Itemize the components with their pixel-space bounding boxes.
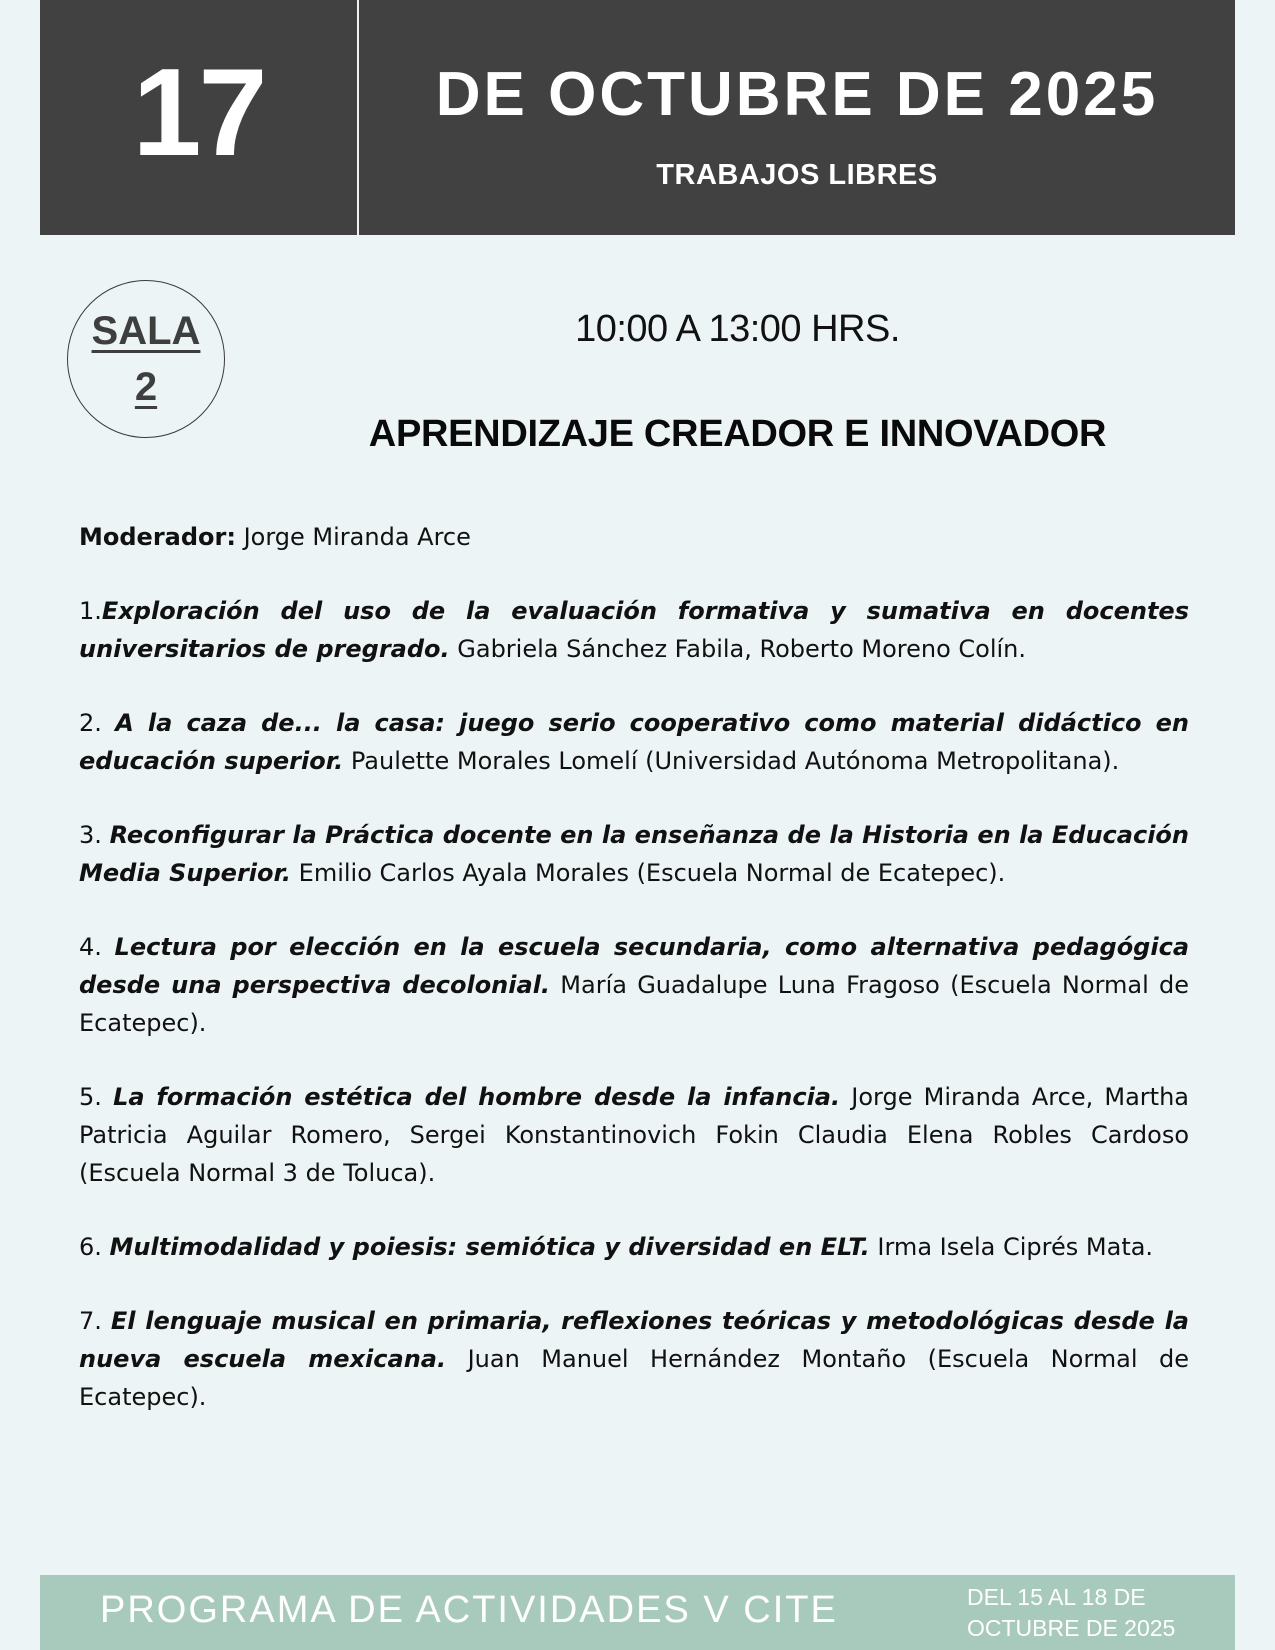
work-number: 7. (79, 1307, 111, 1335)
work-authors: Paulette Morales Lomelí (Universidad Autónoma Metropolitana). (343, 747, 1120, 775)
session-topic: APRENDIZAJE CREADOR E INNOVADOR (368, 413, 1107, 455)
work-authors: Emilio Carlos Ayala Morales (Escuela Normal de Ecatepec). (291, 859, 1006, 887)
session-time: 10:00 A 13:00 HRS. (575, 308, 900, 350)
work-title: Lectura por elección en la escuela secundaria, como alternativa pedagógica desde una perspectiva decolonial. (79, 933, 1190, 999)
moderator-name: Jorge Miranda Arce (235, 523, 471, 551)
work-title: Reconfigurar la Práctica docente en la enseñanza de la Historia en la Educación Media Superior. (79, 821, 1189, 887)
program-content (79, 518, 1189, 1452)
room-label: SALA (91, 309, 201, 353)
work-item (79, 816, 1189, 892)
work-title: Exploración del uso de la evaluación formativa y sumativa en docentes universitarios de pregrado. (79, 597, 1189, 663)
work-authors: Jorge Miranda Arce, Martha Patricia Aguilar Romero, Sergei Konstantinovich Fokin Claudia Elena Robles Cardoso (Escuela Normal 3 de Toluca). (79, 1083, 1190, 1187)
work-title: A la caza de... la casa: juego serio cooperativo como material didáctico en educación superior. (79, 709, 1189, 775)
work-authors: María Guadalupe Luna Fragoso (Escuela Normal de Ecatepec). (79, 971, 1190, 1037)
work-number: 2. (79, 709, 116, 737)
work-title: El lenguaje musical en primaria, reflexiones teóricas y metodológicas desde la nueva escuela mexicana. (79, 1307, 1189, 1373)
work-item (79, 1228, 1189, 1266)
work-number: 6. (79, 1233, 110, 1261)
day-number: 17 (40, 0, 359, 235)
room-number: 2 (134, 365, 158, 409)
date-header (40, 0, 1235, 235)
work-number: 3. (79, 821, 110, 849)
work-item (79, 704, 1189, 780)
work-item (79, 592, 1189, 668)
footer-title: PROGRAMA DE ACTIVIDADES V CITE (100, 1589, 838, 1631)
work-number: 4. (79, 933, 115, 961)
work-authors: Irma Isela Ciprés Mata. (869, 1233, 1154, 1261)
month-year: DE OCTUBRE DE 2025 (435, 60, 1159, 129)
room-badge (67, 280, 225, 438)
work-title: La formación estética del hombre desde la infancia. (113, 1083, 841, 1111)
footer-dates (967, 1582, 1175, 1644)
footer-dates-line-2: OCTUBRE DE 2025 (967, 1615, 1176, 1641)
work-item (79, 928, 1189, 1042)
moderator-line (79, 518, 1189, 556)
work-authors: Gabriela Sánchez Fabila, Roberto Moreno Colín. (449, 635, 1027, 663)
work-title: Multimodalidad y poiesis: semiótica y diversidad en ELT. (109, 1233, 870, 1261)
work-item (79, 1302, 1189, 1416)
work-number: 5. (79, 1083, 114, 1111)
moderator-label: Moderador: (79, 523, 236, 551)
footer-dates-line-1: DEL 15 AL 18 DE (967, 1584, 1146, 1610)
session-type: TRABAJOS LIBRES (656, 159, 938, 191)
work-item (79, 1078, 1189, 1192)
date-header-right (359, 0, 1235, 235)
work-number: 1. (79, 597, 102, 625)
work-authors: Juan Manuel Hernández Montaño (Escuela Normal de Ecatepec). (79, 1345, 1190, 1411)
program-footer (40, 1575, 1235, 1650)
